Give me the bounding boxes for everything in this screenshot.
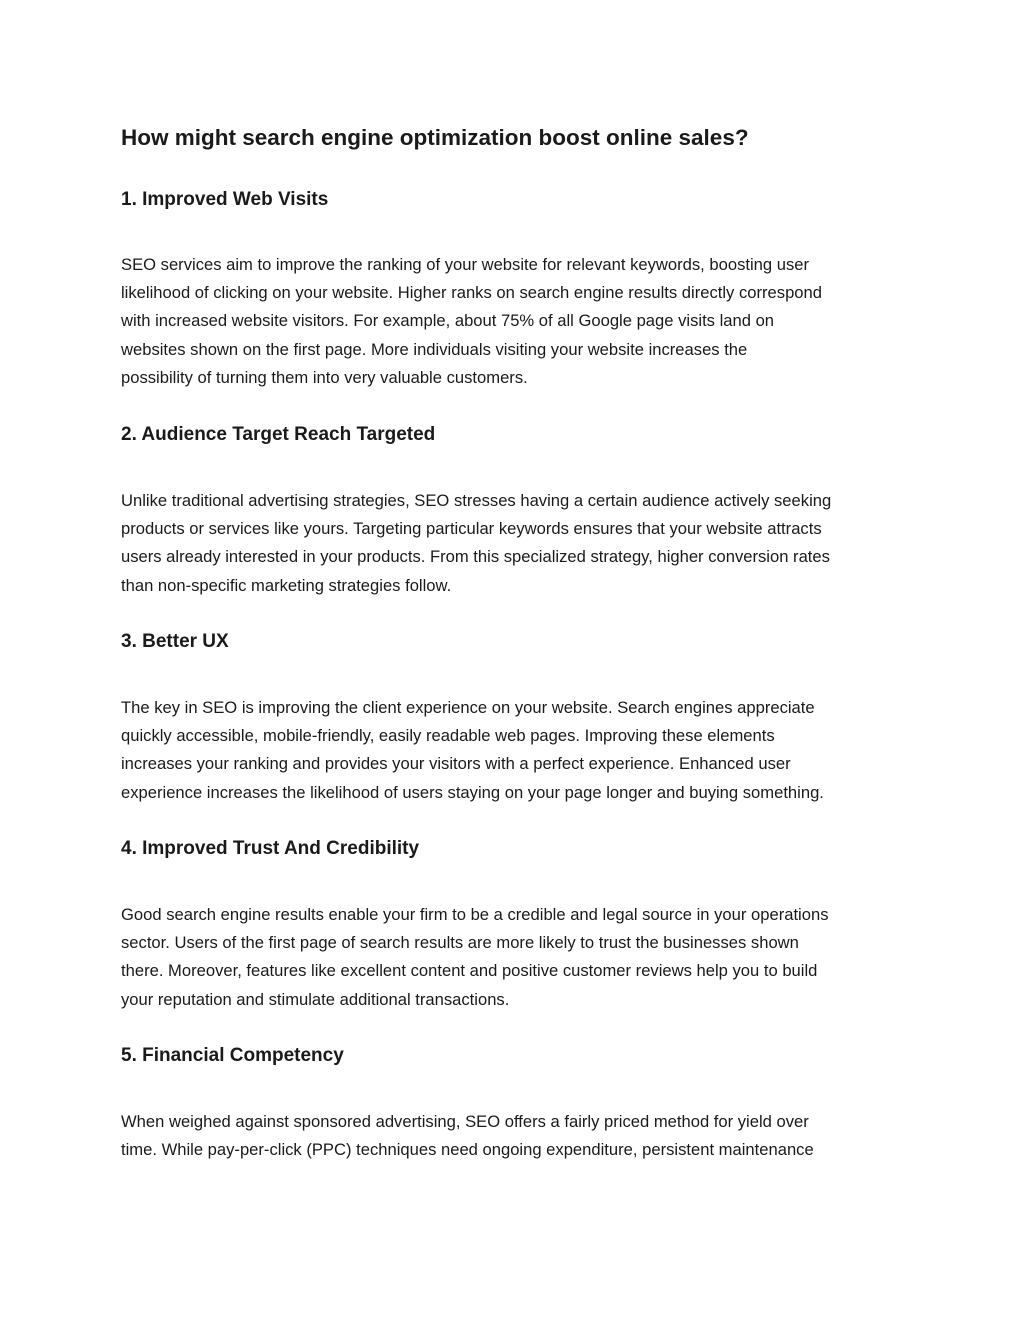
paragraph-line: experience increases the likelihood of users staying on your page longer and buying something. [121, 782, 824, 802]
section-heading-audience-target-reach: 2. Audience Target Reach Targeted [121, 424, 436, 445]
section-heading-trust-and-credibility: 4. Improved Trust And Credibility [121, 838, 420, 859]
paragraph-line: products or services like yours. Targeting particular keywords ensures that your website attracts [121, 519, 822, 539]
paragraph-line: The key in SEO is improving the client experience on your website. Search engines appreciate [121, 698, 815, 717]
paragraph-line: increases your ranking and provides your visitors with a perfect experience. Enhanced user [121, 754, 791, 774]
paragraph-line: sector. Users of the first page of search results are more likely to trust the businesses shown [121, 933, 799, 953]
paragraph-line: websites shown on the first page. More individuals visiting your website increases the [121, 339, 748, 359]
paragraph-line: likelihood of clicking on your website. Higher ranks on search engine results directly correspond [121, 283, 822, 303]
paragraph-line: your reputation and stimulate additional transactions. [121, 989, 510, 1009]
section-paragraph-better-ux [121, 694, 911, 807]
section-paragraph-financial-competency [121, 1108, 911, 1164]
paragraph-line: Good search engine results enable your firm to be a credible and legal source in your operations [121, 905, 829, 924]
paragraph-line: than non-specific marketing strategies follow. [121, 575, 452, 595]
paragraph-line: SEO services aim to improve the ranking of your website for relevant keywords, boosting user [121, 255, 810, 274]
document-title: How might search engine optimization boost online sales? [121, 125, 749, 150]
paragraph-line: possibility of turning them into very valuable customers. [121, 367, 528, 387]
section-paragraph-improved-web-visits [121, 251, 911, 392]
paragraph-line: When weighed against sponsored advertising, SEO offers a fairly priced method for yield over [121, 1112, 809, 1131]
paragraph-line: Unlike traditional advertising strategies, SEO stresses having a certain audience actively seeking [121, 491, 832, 510]
section-heading-improved-web-visits: 1. Improved Web Visits [121, 189, 329, 210]
paragraph-line: time. While pay-per-click (PPC) techniques need ongoing expenditure, persistent maintenance [121, 1140, 814, 1160]
paragraph-line: with increased website visitors. For example, about 75% of all Google page visits land on [121, 311, 775, 331]
paragraph-line: there. Moreover, features like excellent content and positive customer reviews help you to build [121, 961, 818, 981]
paragraph-line: quickly accessible, mobile-friendly, easily readable web pages. Improving these elements [121, 726, 775, 746]
paragraph-line: users already interested in your products. From this specialized strategy, higher conversion rates [121, 547, 830, 567]
section-heading-better-ux: 3. Better UX [121, 631, 229, 652]
section-paragraph-audience-target-reach [121, 487, 911, 600]
section-paragraph-trust-and-credibility [121, 901, 911, 1014]
section-heading-financial-competency: 5. Financial Competency [121, 1045, 344, 1066]
